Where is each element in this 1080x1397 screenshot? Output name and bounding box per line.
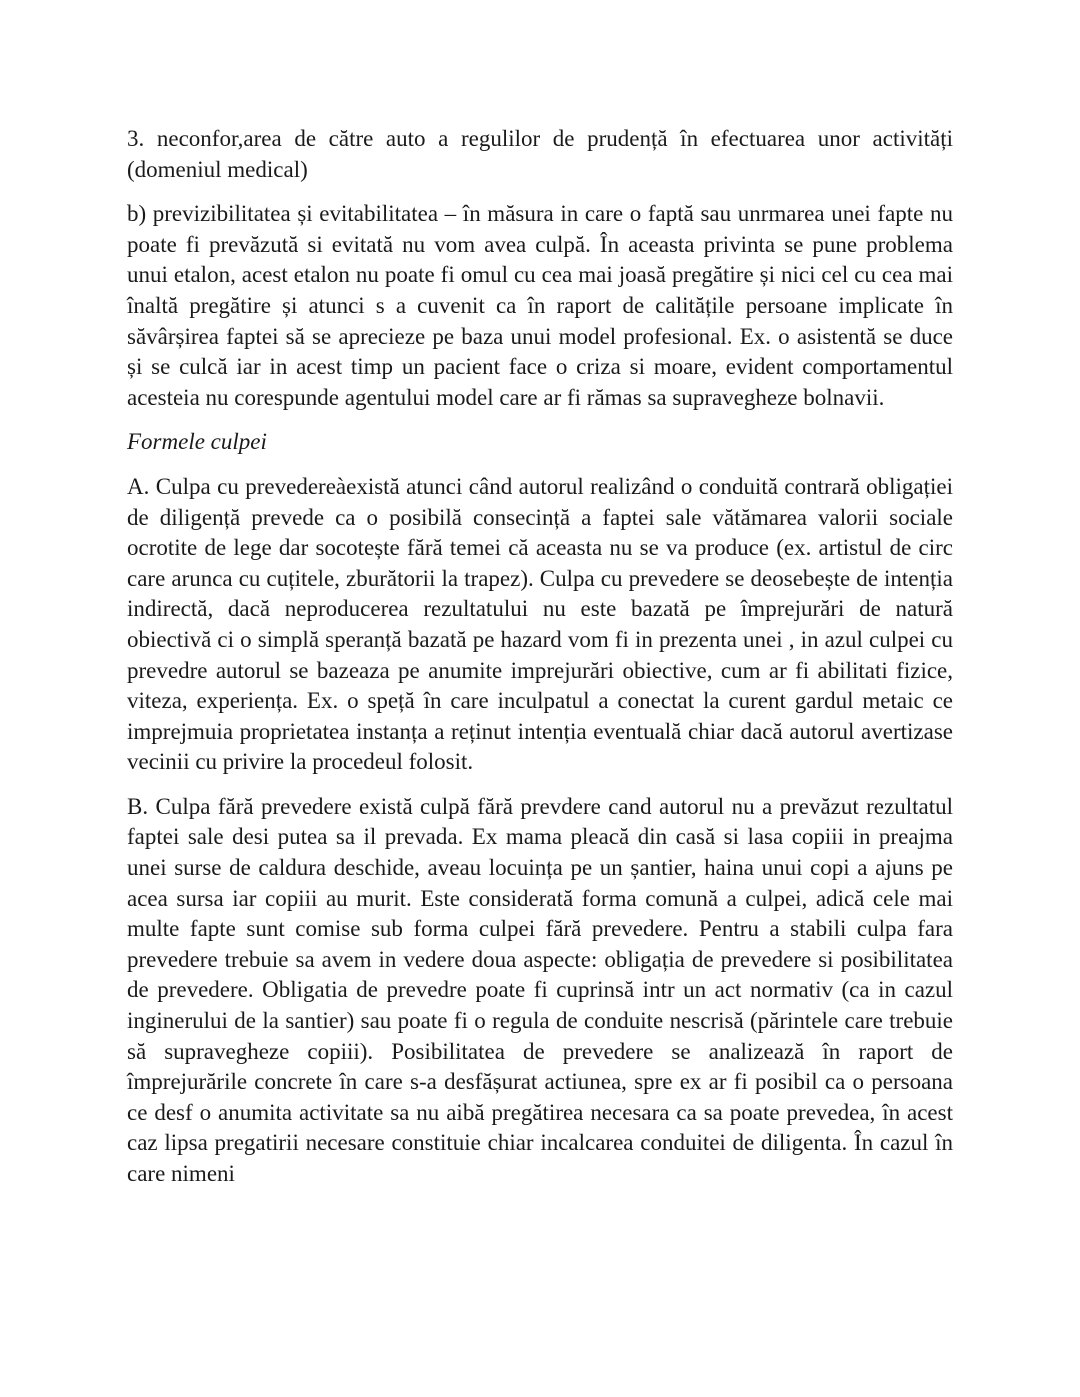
section-heading: Formele culpei bbox=[127, 429, 267, 455]
paragraph-culpa-fara-prevedere: B. Culpa fără prevedere există culpă fără prevdere cand autorul nu a prevăzut rezultatul faptei sale desi putea sa il prevada. Ex mama pleacă din casă si lasa copiii in preajma unei surse de caldura deschide, aveau locuința pe un șantier, haina unui copi a ajuns pe acea sursa iar copiii au murit. Este considerată forma comună a culpei, adică cele mai multe fapte sunt comise sub forma culpei fără prevedere. Pentru a stabili culpa fara prevedere trebuie sa avem in vedere doua aspecte: obligația de prevedere si posibilitatea de prevedere. Obligatia de prevedre poate fi cuprinsă intr un act normativ (ca in cazul inginerului de la santier) sau poate fi o regula de conduite nescrisă (părintele care trebuie să supravegheze copiii). Posibilitatea de prevedere se analizează în raport de împrejurările concrete în care s-a desfășurat actiunea, spre ex ar fi posibil ca o persoana ce desf o anumita activitate sa nu aibă pregătirea necesara ca sa poate prevedea, în acest caz lipsa pregatirii necesare constituie chiar incalcarea conduitei de diligenta. În cazul în care nimeni bbox=[127, 793, 953, 1186]
document-page bbox=[127, 124, 953, 1204]
paragraph-prudence-rules: 3. neconfor,area de către auto a regulilor de prudență în efectuarea unor activități (domeniul medical) bbox=[127, 126, 953, 182]
paragraph-culpa-cu-prevedere: A. Culpa cu prevedereàexistă atunci când autorul realizând o conduită contrară obligației de diligență prevede ca o posibilă consecință a faptei sale vătămarea valorii sociale ocrotite de lege dar socotește fără temei că aceasta nu se va produce (ex. artistul de circ care arunca cu cuțitele, zburătorii la trapez). Culpa cu prevedere se deosebește de intenția indirectă, dacă neproducerea rezultatului nu este bazată pe împrejurări de natură obiectivă ci o simplă speranță bazată pe hazard vom fi in prezenta unei , in azul culpei cu prevedre autorul se bazeaza pe anumite imprejurări obiective, cum ar fi abilitati fizice, viteza, experiența. Ex. o speță în care inculpatul a conectat la curent gardul metaic ce imprejmuia proprietatea instanța a reținut intenția eventuală chiar dacă autorul avertizase vecinii cu privire la procedeul folosit. bbox=[127, 473, 953, 775]
paragraph-foreseeability: b) previzibilitatea și evitabilitatea – în măsura in care o faptă sau unrmarea unei fapte nu poate fi prevăzută si evitată nu vom avea culpă. În aceasta privinta se pune problema unui etalon, acest etalon nu poate fi omul cu cea mai joasă pregătire și nici cel cu cea mai înaltă pregătire și atunci s a cuvenit ca în raport de calitățile persoane implicate în săvârșirea faptei să se aprecieze pe baza unui model profesional. Ex. o asistentă se duce și se culcă iar in acest timp un pacient face o criza si moare, evident comportamentul acesteia nu corespunde agentului model care ar fi rămas sa supravegheze bolnavii. bbox=[127, 201, 953, 410]
